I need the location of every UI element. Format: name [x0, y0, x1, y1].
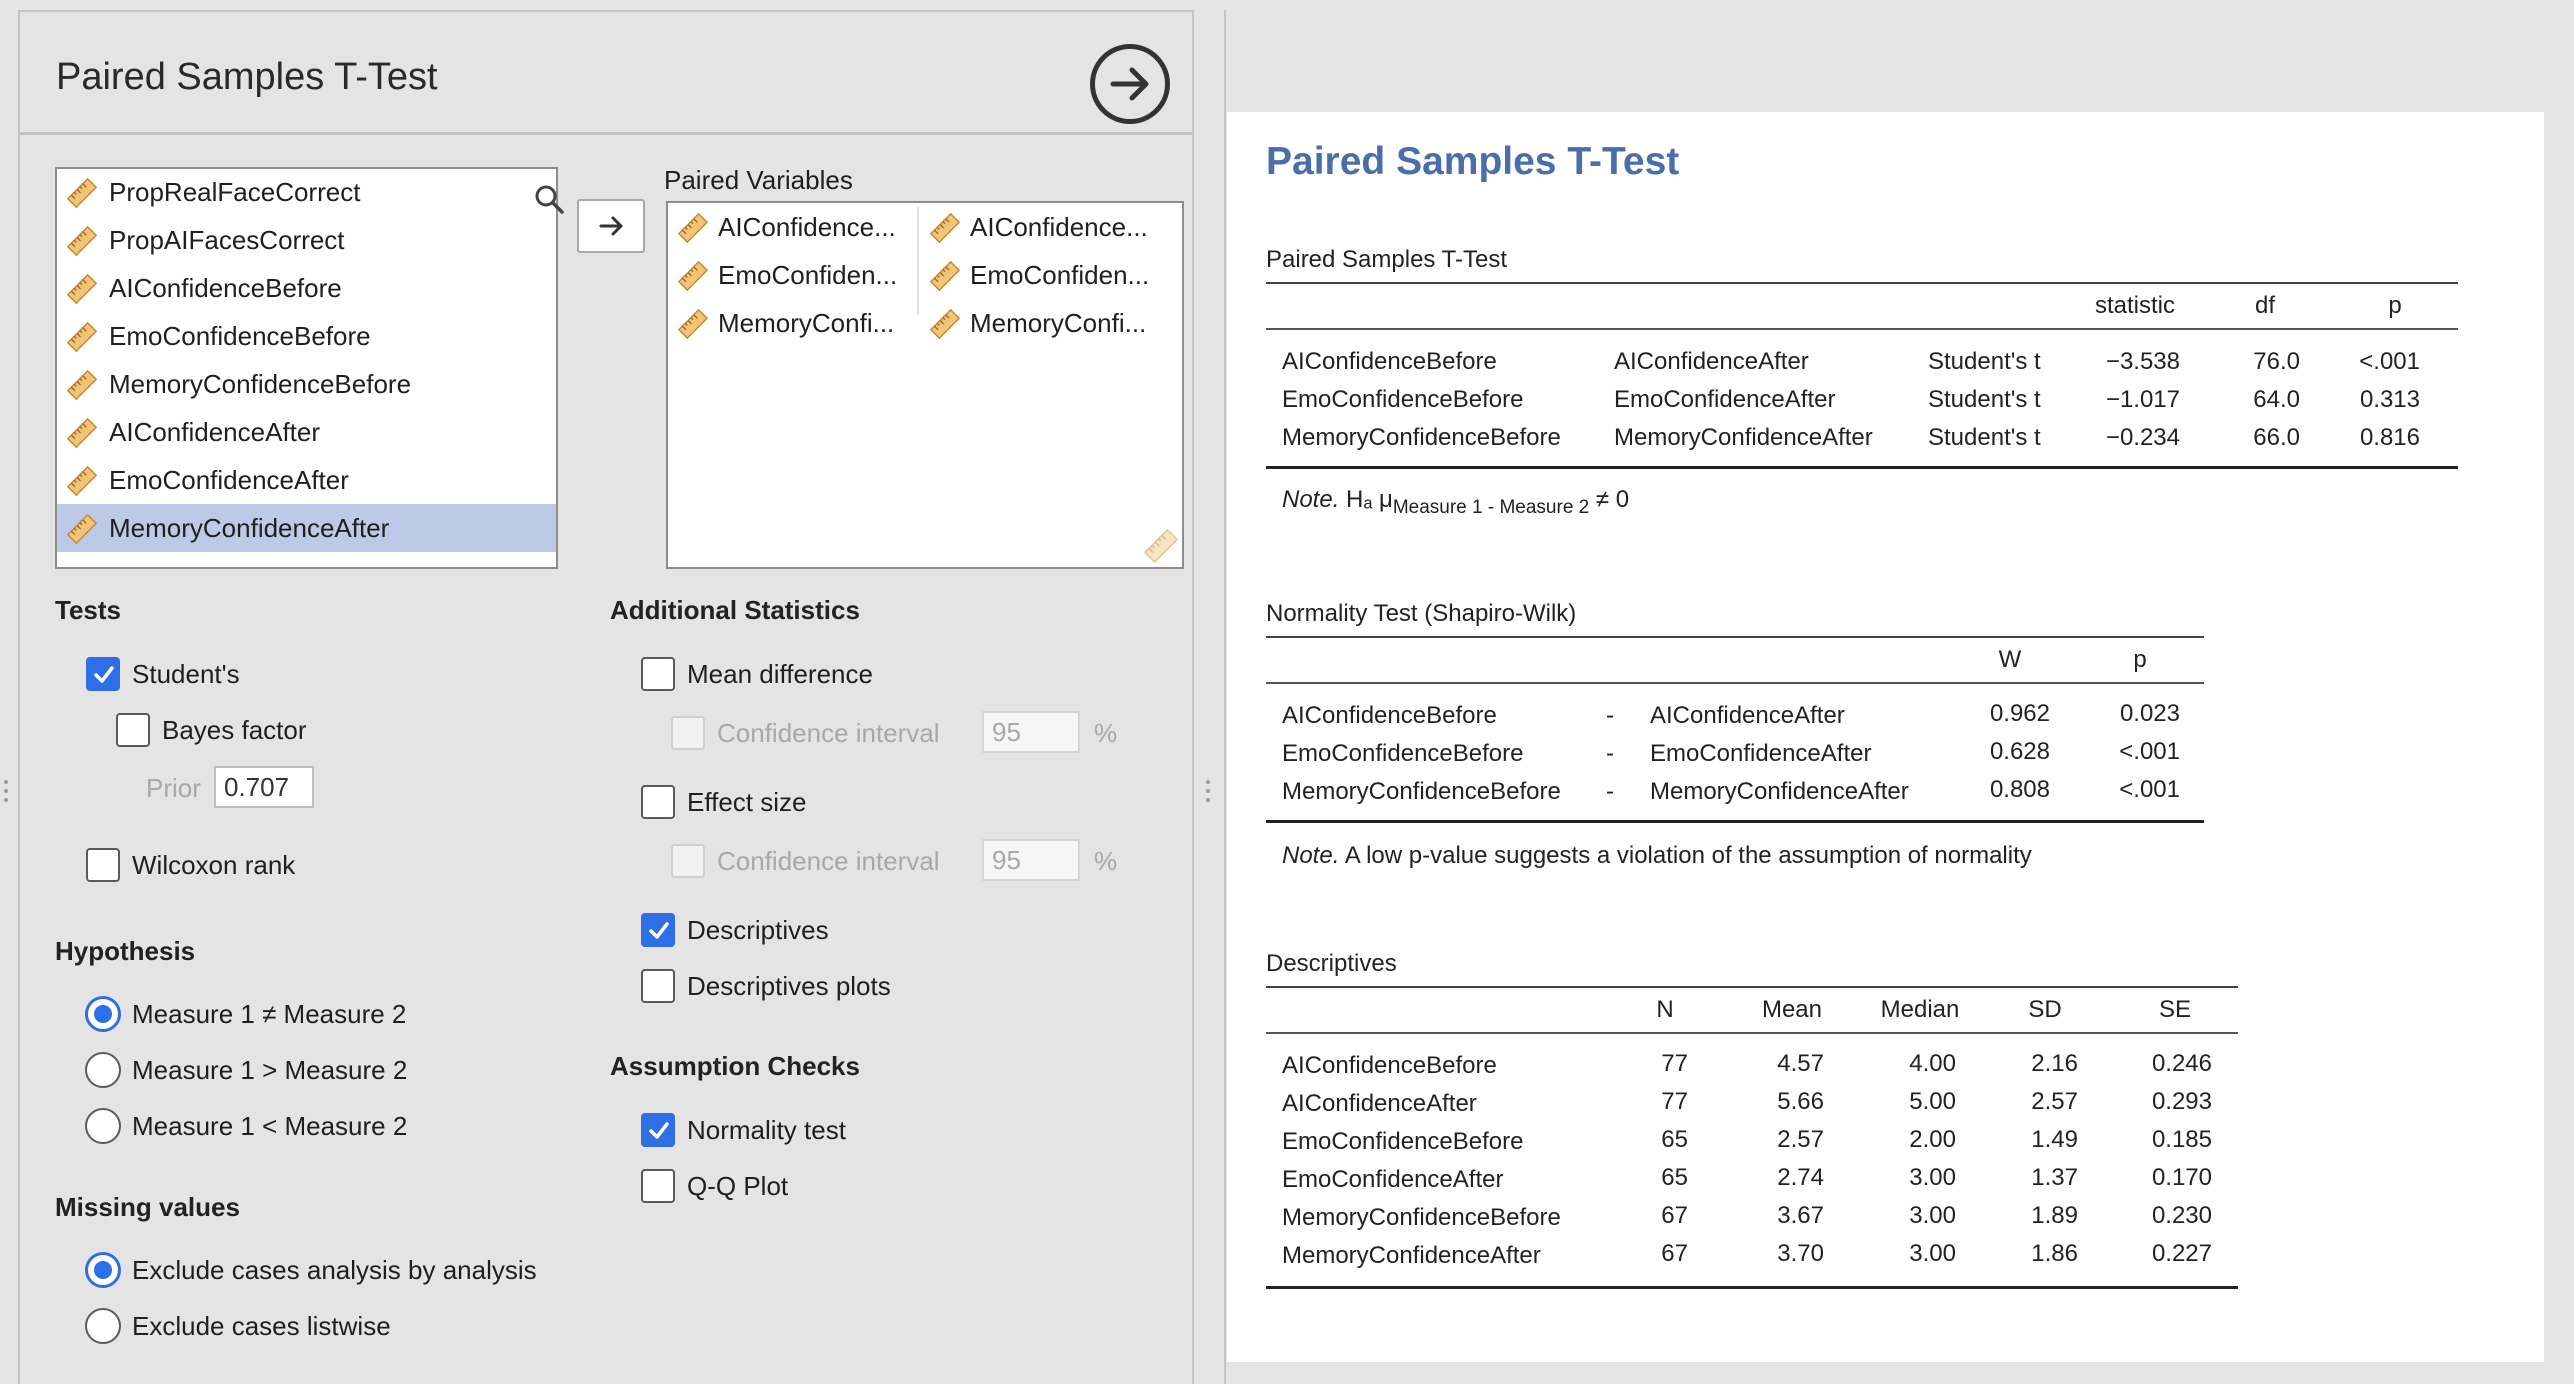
run-analysis-button[interactable] [1090, 44, 1170, 124]
ttest-df: 64.0 [2253, 386, 2300, 413]
descriptives-table-caption: Descriptives [1266, 950, 1397, 977]
descriptives-median: 4.00 [1909, 1050, 1956, 1077]
normality-p: <.001 [2119, 738, 2180, 765]
ttest-measure1: MemoryConfidenceBefore [1282, 424, 1561, 451]
normality-measure2: MemoryConfidenceAfter [1650, 778, 1909, 805]
ttest-p: <.001 [2359, 348, 2420, 375]
hypothesis-radio-greater[interactable] [85, 1052, 121, 1088]
ruler-icon [67, 370, 97, 400]
ttest-measure1: AIConfidenceBefore [1282, 348, 1497, 375]
variable-item[interactable] [57, 168, 556, 216]
normality-p: 0.023 [2119, 700, 2180, 727]
descriptives-n: 77 [1661, 1088, 1688, 1115]
available-variables-list[interactable] [55, 167, 558, 569]
missing-label: Exclude cases analysis by analysis [132, 1255, 537, 1285]
col-header-mean: Mean [1761, 996, 1823, 1023]
variable-label: AIConfidenceBefore [109, 273, 342, 303]
variable-label: AIConfidenceAfter [109, 417, 321, 447]
descriptives-n: 65 [1661, 1164, 1688, 1191]
ttest-statistic: −3.538 [2105, 348, 2180, 375]
move-variable-button[interactable] [577, 199, 645, 253]
normality-measure1: MemoryConfidenceBefore [1282, 778, 1561, 805]
col-header-w: W [1998, 646, 2022, 673]
descriptives-name: MemoryConfidenceAfter [1282, 1242, 1541, 1269]
table-rule [1266, 282, 2458, 284]
note-label: Note. [1282, 486, 1340, 513]
pair-column-divider [917, 207, 919, 315]
pair-right-cell[interactable] [920, 203, 1182, 251]
descriptives-median: 2.00 [1909, 1126, 1956, 1153]
note-subscript: Measure 1 - Measure 2 [1392, 496, 1590, 518]
hypothesis-label: Measure 1 < Measure 2 [132, 1111, 408, 1141]
descriptives-sd: 1.86 [2031, 1240, 2078, 1267]
descriptives-median: 3.00 [1909, 1164, 1956, 1191]
descriptives-mean: 3.67 [1777, 1202, 1824, 1229]
ruler-icon [67, 322, 97, 352]
ruler-icon [930, 309, 960, 339]
missing-radio-analysis[interactable] [85, 1252, 121, 1288]
ttest-measure1: EmoConfidenceBefore [1282, 386, 1524, 413]
normality-sep: - [1606, 702, 1614, 729]
effect-size-label: Effect size [687, 787, 807, 817]
left-splitter-handle[interactable] [4, 780, 8, 807]
normality-sep: - [1606, 778, 1614, 805]
normality-measure1: EmoConfidenceBefore [1282, 740, 1524, 767]
variable-label: EmoConfidenceAfter [109, 465, 349, 495]
descriptives-mean: 4.57 [1777, 1050, 1824, 1077]
ruler-icon [1144, 529, 1178, 563]
col-header-p: p [2388, 292, 2402, 319]
descriptives-plots-label: Descriptives plots [687, 971, 891, 1001]
ttest-measure2: EmoConfidenceAfter [1614, 386, 1836, 413]
variable-label: MemoryConfidenceAfter [109, 513, 390, 543]
col-header-se: SE [2158, 996, 2191, 1023]
mean-difference-label: Mean difference [687, 659, 873, 689]
wilcoxon-checkbox[interactable] [86, 848, 120, 882]
descriptives-sd: 2.57 [2031, 1088, 2078, 1115]
pair-right-label: AIConfidence... [970, 212, 1148, 242]
normality-measure2: EmoConfidenceAfter [1650, 740, 1872, 767]
ttest-note [1282, 486, 1629, 519]
paired-variables-list[interactable] [666, 201, 1184, 569]
descriptives-se: 0.246 [2151, 1050, 2212, 1077]
normality-w: 0.962 [1989, 700, 2050, 727]
paired-variables-label: Paired Variables [664, 165, 853, 195]
table-rule [1266, 466, 2458, 469]
pair-left-label: MemoryConfi... [718, 308, 895, 338]
hypothesis-label: Measure 1 > Measure 2 [132, 1055, 408, 1085]
pair-right-label: EmoConfiden... [970, 260, 1150, 290]
ci-mean-difference-label: Confidence interval [717, 718, 940, 748]
ruler-icon [678, 213, 708, 243]
effect-size-checkbox[interactable] [641, 785, 675, 819]
arrow-circle-right-icon [1105, 59, 1155, 109]
ttest-df: 66.0 [2253, 424, 2300, 451]
descriptives-mean: 5.66 [1777, 1088, 1824, 1115]
descriptives-name: EmoConfidenceBefore [1282, 1128, 1524, 1155]
pair-left-cell[interactable] [668, 251, 917, 299]
variable-item-selected[interactable] [57, 504, 556, 552]
ruler-icon [67, 274, 97, 304]
descriptives-n: 65 [1661, 1126, 1688, 1153]
qq-plot-label: Q-Q Plot [687, 1171, 789, 1201]
descriptives-name: AIConfidenceBefore [1282, 1052, 1497, 1079]
ci-mean-difference-input[interactable]: 95 [982, 711, 1080, 753]
descriptives-median: 5.00 [1909, 1088, 1956, 1115]
hypothesis-radio-not-equal[interactable] [85, 996, 121, 1032]
col-header-median: Median [1880, 996, 1960, 1023]
assumption-checks-heading: Assumption Checks [610, 1051, 860, 1081]
descriptives-plots-checkbox[interactable] [641, 969, 675, 1003]
descriptives-median: 3.00 [1909, 1202, 1956, 1229]
ttest-statistic: −0.234 [2105, 424, 2180, 451]
variable-item[interactable] [57, 216, 556, 264]
missing-values-heading: Missing values [55, 1192, 240, 1222]
mean-difference-checkbox[interactable] [641, 657, 675, 691]
col-header-statistic: statistic [2094, 292, 2175, 319]
normality-test-checkbox[interactable] [641, 1113, 675, 1147]
col-header-sd: SD [2028, 996, 2062, 1023]
descriptives-se: 0.293 [2151, 1088, 2212, 1115]
note-hypothesis: Hₐ μ [1346, 486, 1393, 513]
descriptives-sd: 2.16 [2031, 1050, 2078, 1077]
hypothesis-label: Measure 1 ≠ Measure 2 [132, 999, 407, 1029]
tests-heading: Tests [55, 595, 121, 625]
checkmark-icon [647, 919, 671, 943]
missing-label: Exclude cases listwise [132, 1311, 391, 1341]
variable-label: PropAIFacesCorrect [109, 225, 345, 255]
normality-test-label: Normality test [687, 1115, 846, 1145]
pair-right-label: MemoryConfi... [970, 308, 1147, 338]
pair-right-cell[interactable] [920, 251, 1182, 299]
ttest-table-caption: Paired Samples T-Test [1266, 246, 1507, 273]
descriptives-se: 0.230 [2151, 1202, 2212, 1229]
normality-w: 0.808 [1989, 776, 2050, 803]
pair-right-cell[interactable] [920, 299, 1182, 347]
qq-plot-checkbox[interactable] [641, 1169, 675, 1203]
descriptives-sd: 1.49 [2031, 1126, 2078, 1153]
col-header-p: p [2133, 646, 2147, 673]
descriptives-n: 77 [1661, 1050, 1688, 1077]
variable-label: EmoConfidenceBefore [109, 321, 371, 351]
descriptives-mean: 2.57 [1777, 1126, 1824, 1153]
descriptives-mean: 2.74 [1777, 1164, 1824, 1191]
students-checkbox[interactable] [86, 657, 120, 691]
ttest-measure2: AIConfidenceAfter [1614, 348, 1809, 375]
normality-p: <.001 [2119, 776, 2180, 803]
hypothesis-radio-less[interactable] [85, 1108, 121, 1144]
students-label: Student's [132, 659, 240, 689]
descriptives-sd: 1.37 [2031, 1164, 2078, 1191]
note-text: A low p-value suggests a violation of the assumption of normality [1344, 842, 2032, 869]
normality-sep: - [1606, 740, 1614, 767]
table-rule [1266, 636, 2204, 638]
search-icon[interactable] [533, 183, 565, 215]
percent-label: % [1094, 718, 1118, 748]
analysis-options-panel [18, 10, 1194, 1384]
ci-effect-size-input[interactable]: 95 [982, 839, 1080, 881]
descriptives-se: 0.185 [2151, 1126, 2212, 1153]
missing-radio-listwise[interactable] [85, 1308, 121, 1344]
table-rule [1266, 986, 2238, 988]
ci-mean-difference-checkbox[interactable] [671, 716, 705, 750]
table-rule [1266, 820, 2204, 823]
variable-item[interactable] [57, 456, 556, 504]
normality-measure1: AIConfidenceBefore [1282, 702, 1497, 729]
descriptives-name: MemoryConfidenceBefore [1282, 1204, 1561, 1231]
col-header-df: df [2254, 292, 2275, 319]
ttest-test: Student's t [1928, 386, 2041, 413]
ttest-p: 0.816 [2359, 424, 2420, 451]
pair-left-label: EmoConfiden... [718, 260, 898, 290]
note-label: Note. [1282, 842, 1340, 869]
descriptives-checkbox[interactable] [641, 913, 675, 947]
variable-label: MemoryConfidenceBefore [109, 369, 412, 399]
hypothesis-heading: Hypothesis [55, 936, 196, 966]
descriptives-se: 0.170 [2151, 1164, 2212, 1191]
checkmark-icon [647, 1119, 671, 1143]
pair-left-label: AIConfidence... [718, 212, 896, 242]
ruler-icon [930, 213, 960, 243]
descriptives-n: 67 [1661, 1240, 1688, 1267]
descriptives-median: 3.00 [1909, 1240, 1956, 1267]
ttest-measure2: MemoryConfidenceAfter [1614, 424, 1873, 451]
table-rule [1266, 328, 2458, 330]
ttest-test: Student's t [1928, 348, 2041, 375]
variable-item[interactable] [57, 264, 556, 312]
arrow-right-icon [579, 201, 643, 251]
ruler-icon [67, 178, 97, 208]
ttest-p: 0.313 [2359, 386, 2420, 413]
bayes-factor-checkbox[interactable] [116, 713, 150, 747]
normality-measure2: AIConfidenceAfter [1650, 702, 1845, 729]
title-separator [20, 132, 1194, 135]
ttest-test: Student's t [1928, 424, 2041, 451]
table-rule [1266, 1032, 2238, 1034]
descriptives-name: AIConfidenceAfter [1282, 1090, 1477, 1117]
variable-label: PropRealFaceCorrect [109, 177, 361, 207]
variable-item[interactable] [57, 408, 556, 456]
prior-input[interactable]: 0.707 [214, 766, 314, 808]
ruler-icon [678, 309, 708, 339]
ttest-statistic: −1.017 [2105, 386, 2180, 413]
descriptives-label: Descriptives [687, 915, 829, 945]
descriptives-name: EmoConfidenceAfter [1282, 1166, 1504, 1193]
descriptives-mean: 3.70 [1777, 1240, 1824, 1267]
descriptives-se: 0.227 [2151, 1240, 2212, 1267]
pair-left-cell[interactable] [668, 299, 917, 347]
ttest-df: 76.0 [2253, 348, 2300, 375]
percent-label: % [1094, 846, 1118, 876]
variable-item[interactable] [57, 312, 556, 360]
center-splitter-handle[interactable] [1206, 780, 1210, 807]
note-tail: ≠ 0 [1595, 486, 1630, 513]
bayes-factor-label: Bayes factor [162, 715, 307, 745]
ci-effect-size-checkbox[interactable] [671, 844, 705, 878]
normality-table-caption: Normality Test (Shapiro-Wilk) [1266, 600, 1577, 627]
table-rule [1266, 682, 2204, 684]
descriptives-n: 67 [1661, 1202, 1688, 1229]
descriptives-sd: 1.89 [2031, 1202, 2078, 1229]
pair-left-cell[interactable] [668, 203, 917, 251]
normality-note [1282, 842, 2032, 870]
ruler-icon [67, 226, 97, 256]
wilcoxon-label: Wilcoxon rank [132, 850, 296, 880]
table-rule [1266, 1286, 2238, 1289]
ci-effect-size-label: Confidence interval [717, 846, 940, 876]
ruler-icon [678, 261, 708, 291]
ruler-icon [67, 466, 97, 496]
results-title: Paired Samples T-Test [1266, 140, 1680, 183]
additional-statistics-heading: Additional Statistics [610, 595, 860, 625]
ruler-icon [67, 514, 97, 544]
col-header-n: N [1656, 996, 1674, 1023]
panel-title: Paired Samples T-Test [56, 56, 438, 98]
checkmark-icon [92, 663, 116, 687]
variable-item[interactable] [57, 360, 556, 408]
ruler-icon [930, 261, 960, 291]
prior-label: Prior [146, 773, 201, 803]
normality-w: 0.628 [1989, 738, 2050, 765]
ruler-icon [67, 418, 97, 448]
